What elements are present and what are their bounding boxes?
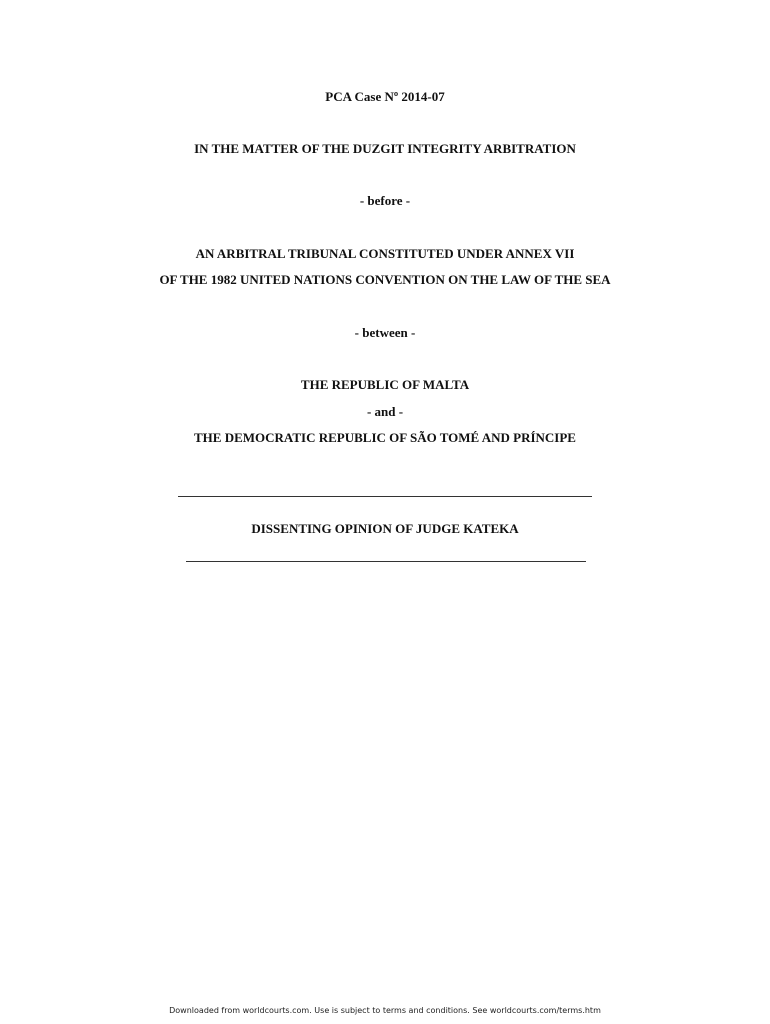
footer-notice: Downloaded from worldcourts.com. Use is subject to terms and conditions. See worldcourts.com/terms.htm xyxy=(169,1006,601,1015)
party-2: THE DEMOCRATIC REPUBLIC OF SÃO TOMÉ AND PRÍNCIPE xyxy=(194,430,576,445)
bottom-divider xyxy=(186,561,586,562)
before-label: - before - xyxy=(359,193,411,208)
top-divider xyxy=(178,496,592,497)
party-1: THE REPUBLIC OF MALTA xyxy=(300,377,470,392)
case-number: PCA Case Nº 2014-07 xyxy=(325,89,445,104)
tribunal-line-1: AN ARBITRAL TRIBUNAL CONSTITUTED UNDER ANNEX VII xyxy=(195,246,575,261)
between-label: - between - xyxy=(354,325,416,340)
opinion-title: DISSENTING OPINION OF JUDGE KATEKA xyxy=(251,521,519,536)
and-label: - and - xyxy=(366,404,404,419)
matter-heading: IN THE MATTER OF THE DUZGIT INTEGRITY ARBITRATION xyxy=(194,141,576,156)
tribunal-line-2: OF THE 1982 UNITED NATIONS CONVENTION ON THE LAW OF THE SEA xyxy=(159,272,611,287)
